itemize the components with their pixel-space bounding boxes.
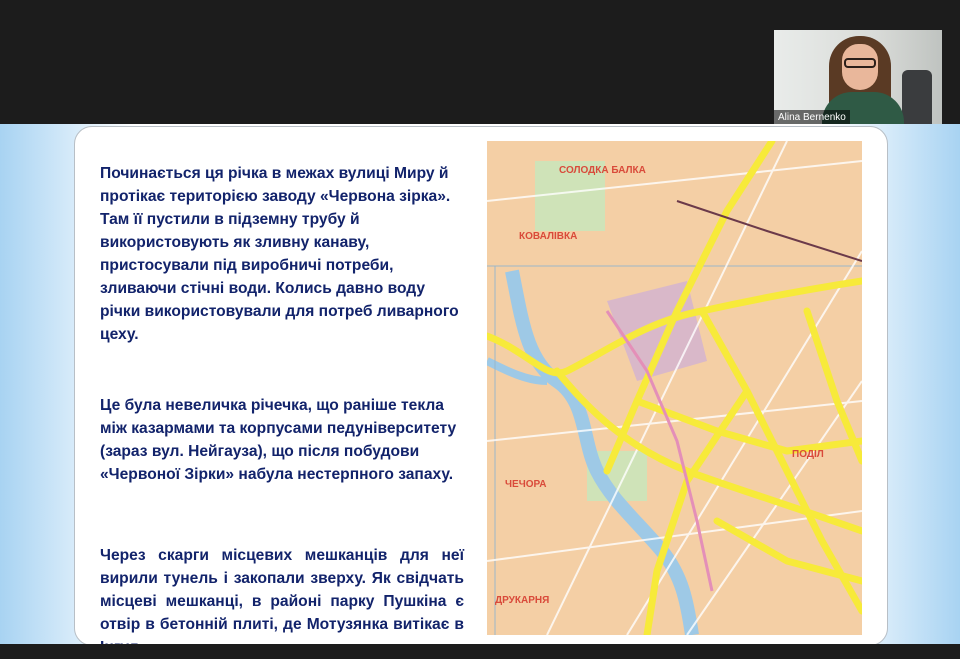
participant-video-tile[interactable]: [774, 30, 942, 125]
participant-name-tag: Alina Bernenko: [774, 110, 850, 125]
map-district-label: СОЛОДКА БАЛКА: [559, 165, 646, 176]
city-map-graphic: [487, 141, 862, 635]
map-district-label: ДРУКАРНЯ: [495, 595, 550, 606]
map-district-label: ЧЕЧОРА: [505, 479, 547, 490]
map-district-label: ПОДІЛ: [792, 449, 824, 460]
slide-paragraph-1: Починається ця річка в межах вулиці Миру й протікає територією заводу «Червона зірка». Там її пустили в підземну трубу й використовують як зливну канаву, пристосували під виробничі потреби, зливаючи стічні води. Колись давно воду річки використовували для потреб ливарного цеху.: [100, 164, 459, 343]
video-person-glasses: [844, 58, 876, 68]
meeting-bottom-bar: [0, 644, 960, 657]
slide-paragraph-2: Це була невеличка річечка, що раніше текла між казармами та корпусами педуніверситету (зараз вул. Нейгауза), що після побудови «Червоної Зірки» набула нестерпного запаху.: [100, 396, 457, 483]
slide-paragraph-3: Через скарги місцевих мешканців для неї вирили тунель і закопали зверху. Як свідчать місцеві мешканці, в районі парку Пушкіна є отвір в бетонній плиті, де Мотузянка витікає в: [100, 546, 464, 633]
map-district-label: КОВАЛІВКА: [519, 231, 578, 242]
city-map-image: [487, 141, 862, 635]
video-chair: [902, 70, 932, 125]
